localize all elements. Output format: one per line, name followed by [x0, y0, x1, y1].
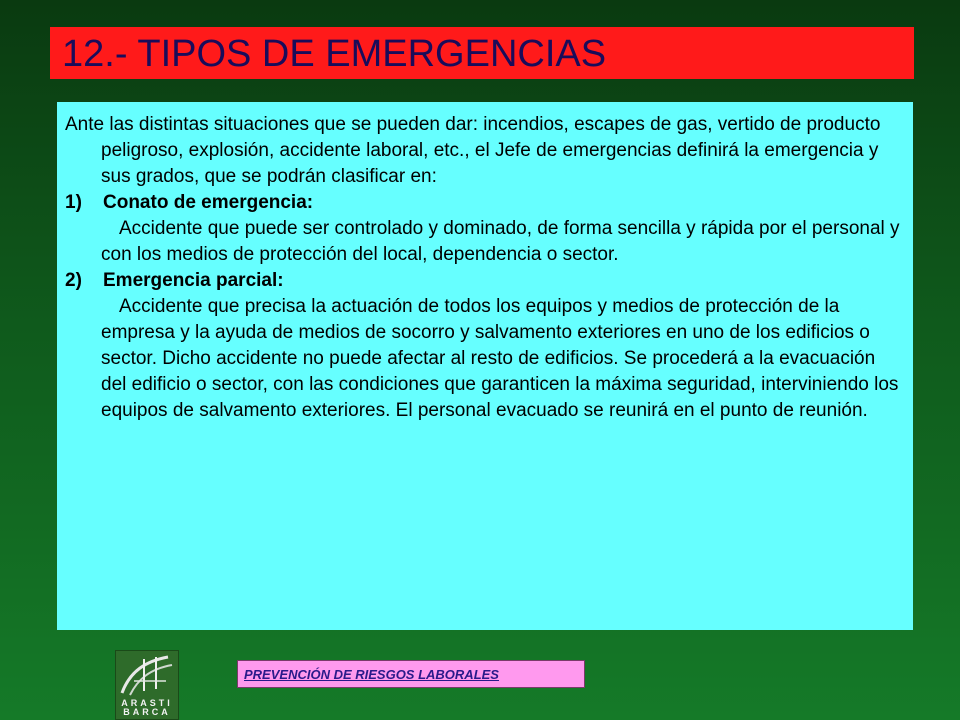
- list-item-number: 1): [65, 192, 82, 213]
- list-item-description: Accidente que puede ser controlado y dominado, de forma sencilla y rápida por el personal y con los medios de protección del local, dependencia o sector.: [101, 218, 900, 265]
- logo-mark-icon: [116, 651, 178, 699]
- intro-paragraph: Ante las distintas situaciones que se pueden dar: incendios, escapes de gas, vertido de producto peligroso, explosión, accidente laboral, etc., el Jefe de emergencias definirá la emergencia y sus grados, que se podrán clasificar en:: [65, 114, 881, 187]
- content-body: [65, 112, 903, 424]
- logo-line-2: BARCA: [123, 707, 171, 717]
- list-item-heading: [65, 268, 903, 294]
- list-item-description: Accidente que precisa la actuación de todos los equipos y medios de protección de la empresa y la ayuda de medios de socorro y salvamento exteriores en uno de los edificios o sector. Dicho accidente no puede afectar al resto de edificios. Se procederá a la evacuación del edificio o sector, con las condiciones que garanticen la máxima seguridad, interviniendo los equipos de salvamento exteriores. El personal evacuado se reunirá en el punto de reunión.: [101, 296, 899, 421]
- list-item-title: Emergencia parcial:: [103, 270, 284, 291]
- content-panel: [57, 102, 913, 630]
- logo-line-1: ARASTI: [121, 698, 173, 708]
- company-logo: [115, 650, 179, 720]
- footer-link[interactable]: PREVENCIÓN DE RIESGOS LABORALES: [244, 667, 499, 682]
- footer-banner: [237, 660, 585, 688]
- logo-lettering: [116, 699, 178, 717]
- list-item-title: Conato de emergencia:: [103, 192, 314, 213]
- list-item-heading: [65, 190, 903, 216]
- title-bar: [50, 27, 914, 79]
- page-title: 12.- TIPOS DE EMERGENCIAS: [62, 33, 607, 75]
- list-item-number: 2): [65, 270, 82, 291]
